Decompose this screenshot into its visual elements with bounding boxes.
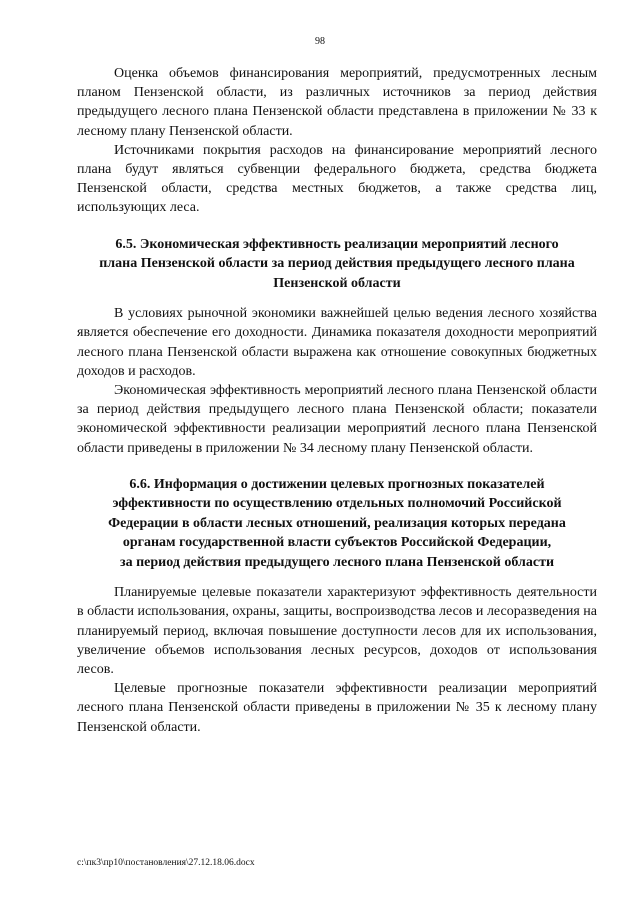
heading-line: эффективности по осуществлению отдельных полномочий Российской bbox=[112, 496, 562, 512]
document-body bbox=[77, 64, 597, 737]
section-6-6-paragraph-2: Целевые прогнозные показатели эффективности реализации мероприятий лесного плана Пензенской области приведены в приложении № 35 к лесному плану Пензенской области. bbox=[77, 681, 597, 735]
heading-line: органам государственной власти субъектов Российской Федерации, bbox=[122, 535, 552, 551]
file-path-footer: c:\пк3\пр10\постановления\27.12.18.06.docx bbox=[77, 858, 255, 868]
heading-line: Пензенской области bbox=[273, 275, 401, 291]
heading-line: Федерации в области лесных отношений, реализация которых передана bbox=[108, 515, 566, 531]
section-6-5-heading bbox=[77, 235, 597, 294]
intro-paragraph-2: Источниками покрытия расходов на финансирование мероприятий лесного плана будут являться субвенции федерального бюджета, средства бюджета Пензенской области, средства местных бюджетов, а также средства лиц, использующих леса. bbox=[77, 142, 597, 216]
section-6-5-paragraph-2: Экономическая эффективность мероприятий лесного плана Пензенской области за период действия предыдущего лесного плана Пензенской области; показатели экономической эффективности реализации мероприятий лесного плана Пензенской области приведены в приложении № 34 лесному плану Пензенской области. bbox=[77, 382, 597, 456]
section-6-6-paragraph-1: Планируемые целевые показатели характеризуют эффективность деятельности в области использования, охраны, защиты, воспроизводства лесов и лесоразведения на планируемый период, включая повышение доступности лесов для их использования, увеличение объемов использования лесных ресурсов, доходов от использования лесов. bbox=[77, 585, 597, 678]
section-6-5-paragraph-1: В условиях рыночной экономики важнейшей целью ведения лесного хозяйства является обеспечение его доходности. Динамика показателя доходности мероприятий лесного плана Пензенской области выражена как отношение совокупных бюджетных доходов и расходов. bbox=[77, 306, 597, 379]
section-6-6-heading bbox=[77, 475, 597, 573]
heading-line: за период действия предыдущего лесного плана Пензенской области bbox=[119, 554, 555, 570]
heading-line: 6.6. Информация о достижении целевых прогнозных показателей bbox=[129, 476, 545, 492]
heading-line: 6.5. Экономическая эффективность реализации мероприятий лесного bbox=[115, 236, 559, 252]
heading-line: плана Пензенской области за период действия предыдущего лесного плана bbox=[99, 256, 575, 272]
page-number: 98 bbox=[315, 36, 325, 47]
intro-paragraph-1: Оценка объемов финансирования мероприятий, предусмотренных лесным планом Пензенской области, из различных источников за период действия предыдущего лесного плана Пензенской области представлена в приложении № 33 к лесному плану Пензенской области. bbox=[77, 66, 597, 139]
